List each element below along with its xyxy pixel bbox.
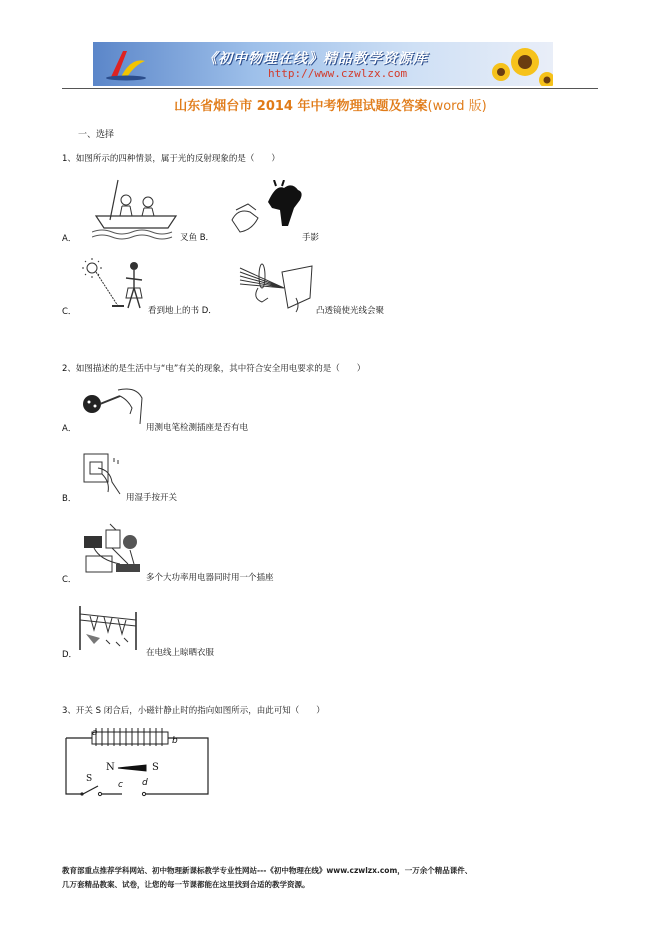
q1-caption-c: 看到地上的书 D．	[148, 306, 217, 316]
q1-caption-b: 手影	[302, 233, 320, 243]
q3-label-b: b	[172, 736, 178, 746]
q1-image-lens	[238, 258, 318, 316]
q1-caption-d: 凸透镜使光线会聚	[316, 306, 385, 316]
q3-label-switch: S	[86, 774, 93, 784]
q3-label-s: S	[152, 762, 159, 773]
q3-stem: 3、开关 S 闭合后，小磁针静止时的指向如图所示，由此可知（ ）	[62, 706, 325, 716]
q2-caption-c: 多个大功率用电器同时用一个插座	[146, 573, 274, 583]
q3-label-d: d	[142, 778, 148, 788]
q1-caption-a: 叉鱼 B．	[180, 233, 215, 243]
sunflower-icon	[483, 42, 553, 86]
page-title	[0, 95, 661, 114]
footer-line-1: 教育部重点推荐学科网站、初中物理新课标教学专业性网站---《初中物理在线》www.czwlzx.com，一万余个精品课件、	[62, 866, 473, 875]
q2-option-a: A．	[62, 424, 77, 434]
page-footer	[62, 864, 602, 892]
q1-image-fishing	[92, 176, 180, 240]
title-version: (word 版)	[427, 99, 487, 114]
q2-caption-d: 在电线上晾晒衣服	[146, 648, 215, 658]
q3-circuit-diagram	[62, 724, 212, 798]
q2-caption-b: 用湿手按开关	[126, 493, 178, 503]
q2-caption-a: 用测电笔检测插座是否有电	[146, 423, 249, 433]
q1-image-book	[82, 258, 152, 314]
header-rule	[62, 88, 598, 89]
section-heading: 一、选择	[78, 130, 115, 140]
q2-image-test-pen	[80, 384, 146, 430]
title-main: 山东省烟台市 2014 年中考物理试题及答案	[174, 99, 428, 114]
q3-label-n: N	[106, 762, 115, 773]
q2-option-c: C．	[62, 575, 77, 585]
header-slogan: 《初中物理在线》精品教学资源库	[203, 51, 428, 67]
q2-option-d: D．	[62, 650, 78, 660]
footer-line-2: 几万套精品教案、试卷，让您的每一节课都能在这里找到合适的教学资源。	[62, 880, 310, 889]
q2-image-wet-hand	[80, 448, 126, 496]
q1-option-a: A．	[62, 234, 77, 244]
header-banner	[93, 42, 553, 86]
q1-option-c: C．	[62, 307, 77, 317]
q2-image-power-strip	[80, 520, 148, 582]
site-logo-icon	[101, 47, 151, 81]
q1-stem: 1、如图所示的四种情景，属于光的反射现象的是（ ）	[62, 154, 280, 164]
q2-option-b: B．	[62, 494, 77, 504]
q3-label-c: c	[118, 780, 123, 790]
q3-label-a: a	[92, 728, 98, 738]
q2-image-wire-clothes	[76, 604, 142, 652]
header-url[interactable]: http://www.czwlzx.com	[268, 67, 408, 80]
q1-image-shadow	[228, 180, 308, 238]
q2-stem: 2、如图描述的是生活中与“电”有关的现象，其中符合安全用电要求的是（ ）	[62, 364, 366, 374]
